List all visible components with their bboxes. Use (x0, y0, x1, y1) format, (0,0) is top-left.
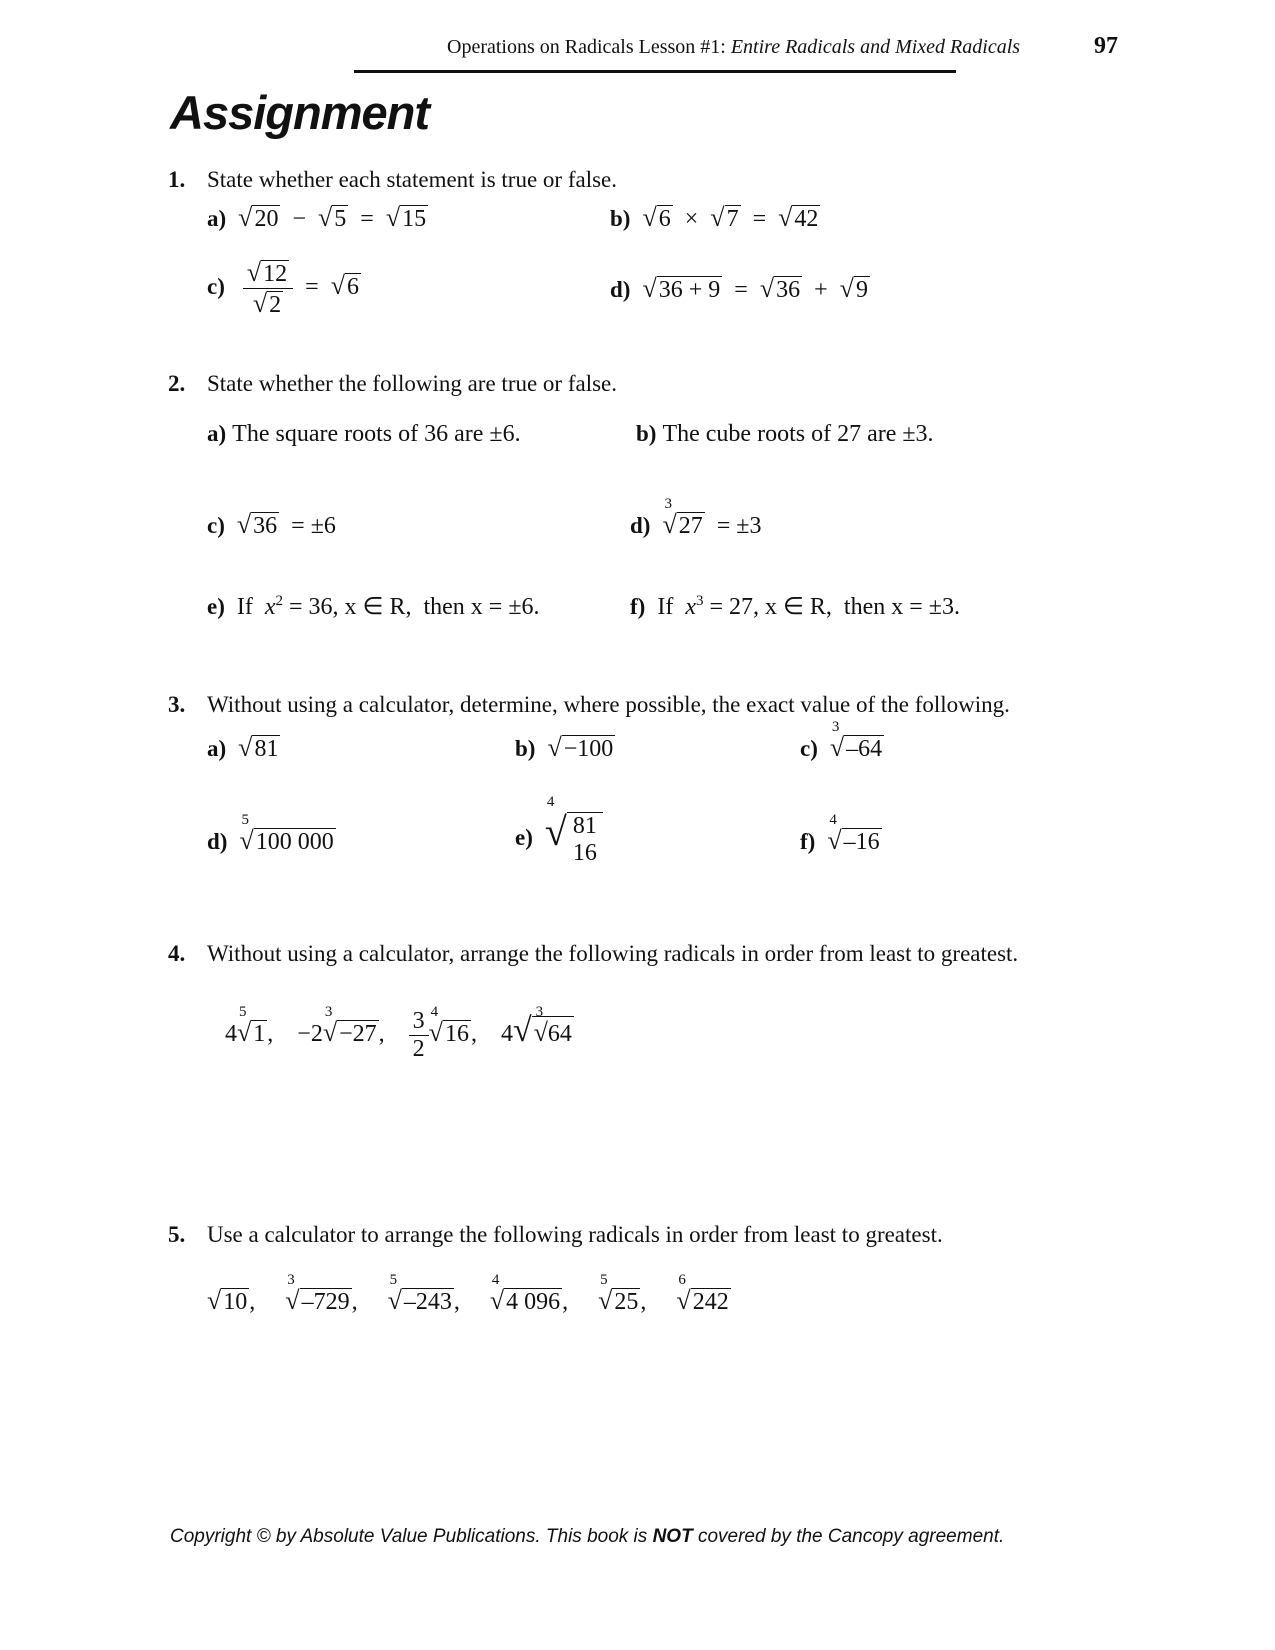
radical: √10 (207, 1286, 248, 1315)
q5-number: 5. (168, 1222, 186, 1247)
radical: √36 + 9 (642, 274, 721, 303)
q1b-label: b) (610, 206, 631, 231)
page-number: 97 (1094, 33, 1118, 59)
q2-text: State whether the following are true or false. (207, 371, 618, 396)
radical: 3 √–64 (829, 719, 883, 762)
radical: 4 √16 (428, 1004, 469, 1048)
radical: 6 √242 (676, 1272, 729, 1315)
q1-number: 1. (168, 167, 186, 192)
running-header (447, 36, 1020, 59)
radical: 3 √−27 (322, 1004, 377, 1048)
q4-text: Without using a calculator, arrange the following radicals in order from least to greatest. (207, 941, 1019, 966)
radical: 5 √100 000 (239, 812, 334, 855)
fraction: 81 16 (567, 812, 603, 867)
fraction: $\frac{3}{2}$ (409, 1008, 429, 1063)
radical: √6 (642, 203, 671, 232)
radical: √36 (236, 510, 278, 539)
q2e: e) If $x^2 = 36$, x ∈ R, then x = ±6. (207, 593, 540, 620)
header-rule (354, 70, 956, 73)
radical: 4 √–16 (827, 812, 880, 855)
radical: √6 (330, 271, 359, 301)
q2a: a) The square roots of 36 are ±6. (207, 421, 521, 447)
q3-number: 3. (168, 692, 186, 717)
footer-emphasis: NOT (652, 1526, 693, 1547)
q3d: d) 5 √100 000 (207, 812, 334, 855)
header-topic: Entire Radicals and Mixed Radicals (730, 36, 1021, 58)
q1d-label: d) (610, 277, 631, 302)
page-title: Assignment (170, 86, 429, 139)
q4-radicals: 4 5 √1, −2 3 √−27, $\frac{3}{2}$ 4 √16, 4√ 3 √64 (225, 1004, 572, 1062)
radical: √36 (759, 274, 801, 303)
radical: √9 (839, 274, 868, 303)
q1a: a) √20 − √5 = √15 (207, 203, 427, 232)
q1-text: State whether each statement is true or false. (207, 167, 618, 192)
q5-text: Use a calculator to arrange the following radicals in order from least to greatest. (207, 1222, 943, 1247)
radical: 5 √25 (598, 1272, 639, 1315)
radical: 3 √–729 (285, 1272, 350, 1315)
q2b: b) The cube roots of 27 are ±3. (636, 421, 934, 447)
radical: 4 √4 096 (489, 1272, 561, 1315)
q1b: b) √6 × √7 = √42 (610, 203, 819, 232)
q3f: f) 4 √–16 (800, 812, 880, 855)
q3-text: Without using a calculator, determine, where possible, the exact value of the following. (207, 692, 1010, 717)
q2c: c) √36 = ±6 (207, 510, 336, 539)
radical: √−100 (547, 733, 614, 762)
radical: 3 √27 (662, 496, 703, 539)
radical: √7 (710, 203, 739, 232)
radical: √20 (238, 203, 279, 232)
q1d: d) √36 + 9 = √36 + √9 (610, 274, 868, 303)
q2f: f) If $x^3 = 27$, x ∈ R, then x = ±3. (630, 593, 960, 620)
q3a: a) √81 (207, 733, 279, 762)
header-lesson: Operations on Radicals Lesson #1: (447, 36, 726, 58)
copyright-footer: Copyright © by Absolute Value Publications. This book is NOT covered by the Cancopy agreement. (170, 1526, 1005, 1547)
q3b: b) √−100 (515, 733, 614, 762)
radical: √ 3 √64 (512, 1004, 572, 1050)
q5-radicals: √10, 3 √–729, 5 √–243, 4 √4 096, 5 √25, 6 √242 (207, 1272, 729, 1315)
q3c: c) 3 √–64 (800, 719, 883, 762)
fraction: $\frac{√12}{√2}$ (243, 258, 293, 319)
radical: 4 √ 81 16 (545, 808, 603, 867)
radical: √81 (238, 733, 279, 762)
radical: √42 (778, 203, 819, 232)
q1a-label: a) (207, 206, 227, 231)
radical: √5 (318, 203, 347, 232)
radical: 5 √–243 (387, 1272, 452, 1315)
q2-number: 2. (168, 371, 186, 396)
q4-number: 4. (168, 941, 186, 966)
q3e: e) 4 √ 81 16 (515, 808, 603, 867)
q1c: c) $\frac{√12}{√2}$ = √6 (207, 258, 359, 318)
q2d: d) 3 √27 = ±3 (630, 496, 762, 539)
q1c-label: c) (207, 274, 225, 300)
radical: √15 (385, 203, 427, 232)
radical: 5 √1 (237, 1004, 266, 1048)
radical: 3 √64 (533, 1004, 572, 1048)
